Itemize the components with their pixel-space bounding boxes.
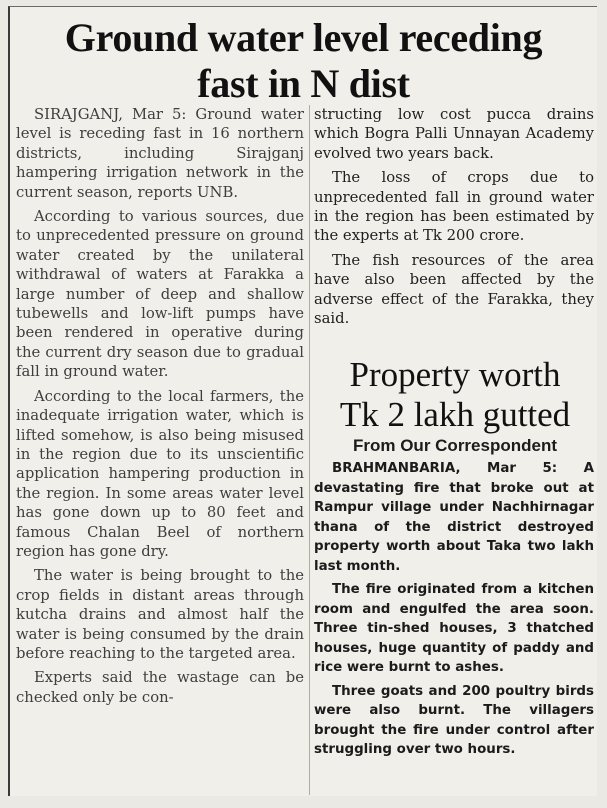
article-left-column — [16, 105, 304, 712]
paragraph: According to the local farmers, the inadequate irrigation water, which is lifted somehow, is also being misused in the region due to its unscientific application hampering production in the region. In some areas water level has gone down up to 80 feet and famous Chalan Beel of northern region has gone dry. — [16, 387, 304, 560]
paragraph-continued: structing low cost pucca drains which Bogra Palli Unnayan Academy evolved two years back. — [314, 106, 594, 162]
main-headline-line-2: fast in N dist — [197, 61, 410, 106]
article-right-column — [314, 105, 594, 333]
paragraph: The fire originated from a kitchen room and engulfed the area soon. Three tin-shed houses, 3 thatched houses, huge quantity of paddy and rice were burnt to ashes. — [314, 582, 594, 675]
paragraph: According to various sources, due to unprecedented pressure on ground water created by the unilateral withdrawal of waters at Farakka a large number of deep and shallow tubewells and low-lift pumps have been rendered in operative during the current dry season due to gradual fall in ground water. — [16, 208, 304, 381]
second-headline-line-1: Property worth — [349, 355, 561, 394]
paragraph: The loss of crops due to unprecedented fall in ground water in the region has been estimated by the experts at Tk 200 crore. — [314, 169, 594, 245]
paragraph: Three goats and 200 poultry birds were also burnt. The villagers brought the fire under control after struggling over two hours. — [314, 683, 594, 757]
byline: From Our Correspondent — [352, 436, 557, 455]
main-headline-line-1: Ground water level receding — [64, 15, 543, 60]
second-article-body — [314, 459, 594, 764]
main-headline — [10, 15, 597, 107]
paragraph: The water is being brought to the crop fields in distant areas through kutcha drains and almost half the water is being consumed by the drain before reaching to the targeted area. — [16, 567, 304, 662]
newspaper-clipping — [8, 6, 597, 796]
paragraph: The fish resources of the area have also been affected by the adverse effect of the Farakka, they said. — [314, 251, 594, 328]
second-headline-line-2: Tk 2 lakh gutted — [339, 395, 571, 434]
paragraph-dateline: BRAHMANBARIA, Mar 5: A devastating fire that broke out at Rampur village under Nachhirnagar thana of the district destroyed property worth about Taka two lakh last month. — [314, 461, 594, 574]
paragraph-dateline: SIRAJGANJ, Mar 5: Ground water level is receding fast in 16 northern districts, including Sirajganj hampering irrigation network in the current season, reports UNB. — [16, 106, 304, 201]
second-article-header — [314, 355, 596, 457]
paragraph: Experts said the wastage can be checked only be con- — [16, 669, 304, 706]
